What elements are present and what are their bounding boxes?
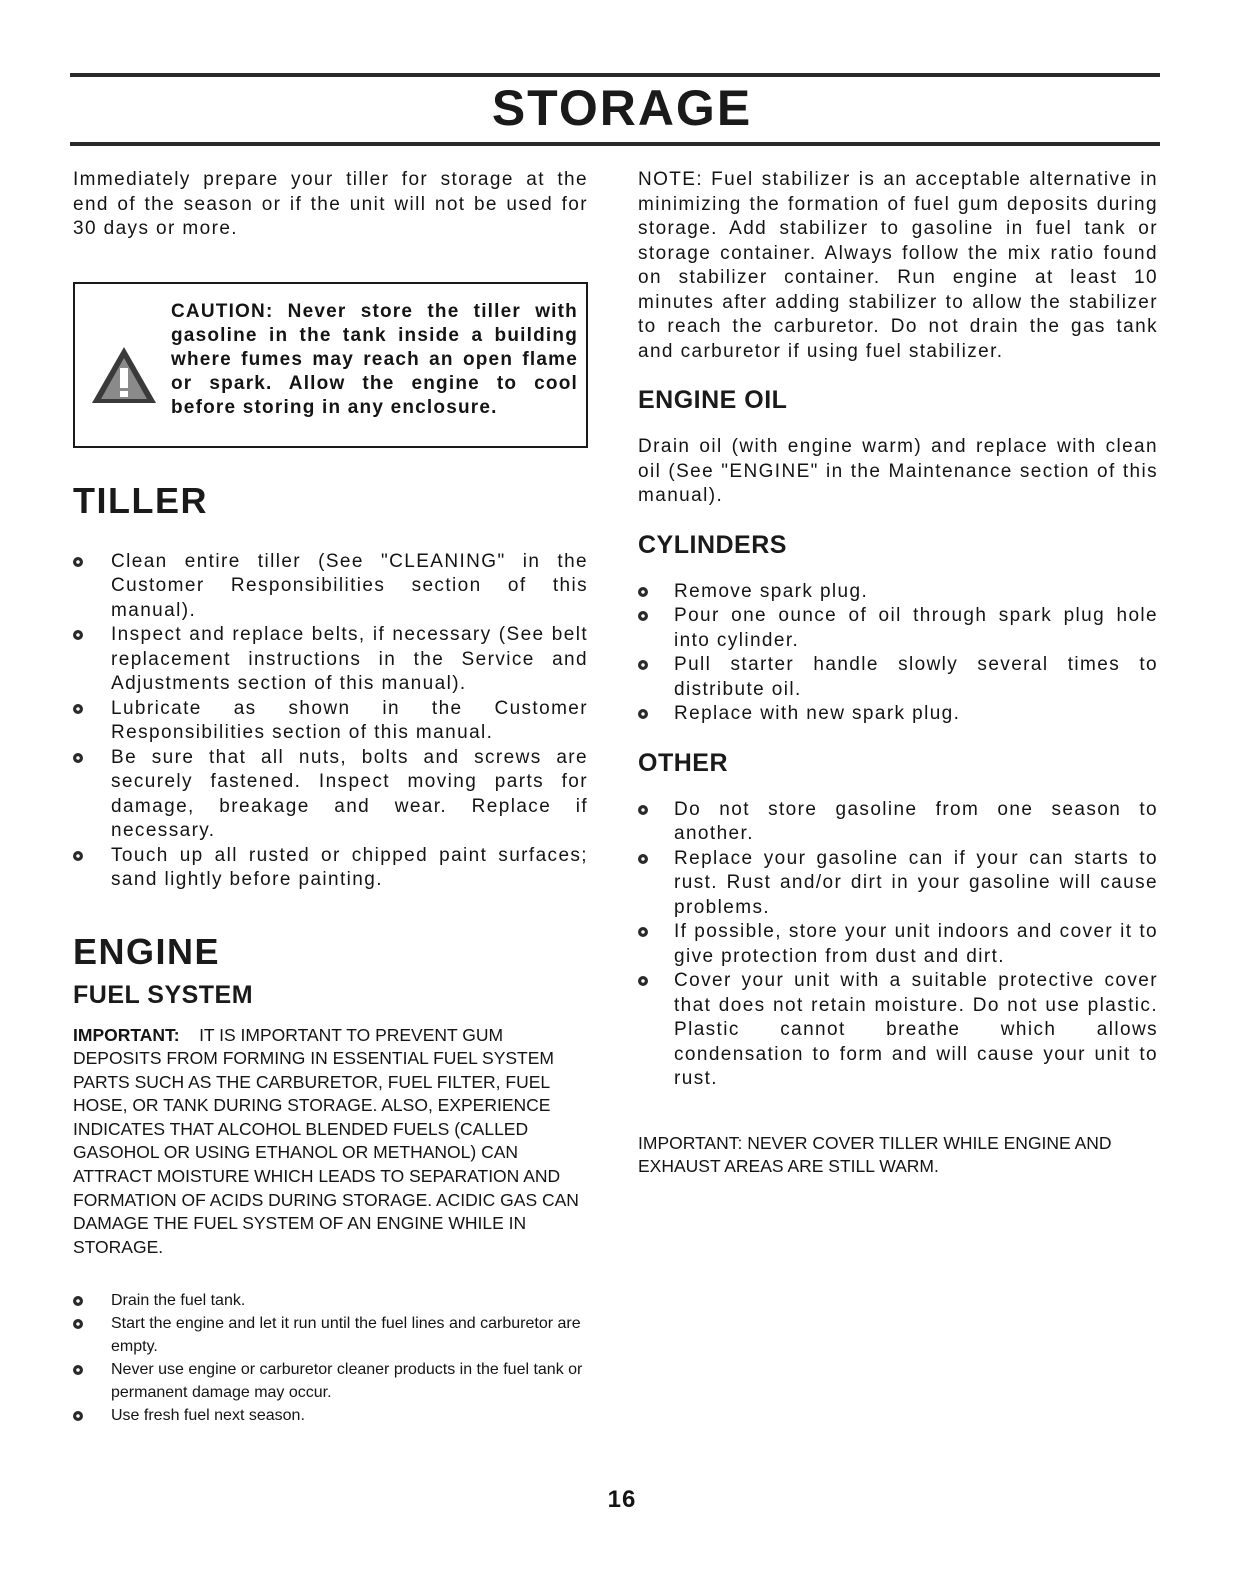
other-list [638,798,1158,1092]
bullet-icon [638,587,648,597]
important-text: IT IS IMPORTANT TO PREVENT GUM DEPOSITS FROM FORMING IN ESSENTIAL FUEL SYSTEM PARTS SUCH AS THE CARBURETOR, FUEL FILTER, FUEL HOSE, OR TANK DURING STORAGE. ALSO, EXPERIENCE INDICATES THAT ALCOHOL BLENDED FUELS (CALLED GASOHOL OR USING ETHANOL OR METHANOL) CAN ATTRACT MOISTURE WHICH LEADS TO SEPARATION AND FORMATION OF ACIDS DURING STORAGE. ACIDIC GAS CAN DAMAGE THE FUEL SYSTEM OF AN ENGINE WHILE IN STORAGE. [73,1024,579,1257]
left-column [73,168,588,1427]
bullet-icon [73,557,83,567]
engine-heading: ENGINE [73,930,221,972]
tiller-list [73,550,588,893]
list-item: Lubricate as shown in the Customer Responsibilities section of this manual. [73,697,588,746]
bullet-icon [73,753,83,763]
bullet-icon [638,805,648,815]
cylinders-list [638,580,1158,727]
bullet-icon [638,854,648,864]
bullet-icon [638,927,648,937]
caution-text: CAUTION: Never store the tiller with gasoline in the tank inside a building where fumes may reach an open flame or spark. Allow the engine to cool before storing in any enclosure. [171,300,578,418]
right-column [638,168,1158,1179]
page-number: 16 [607,1486,637,1513]
list-item: Replace with new spark plug. [638,702,1158,727]
list-item: Pull starter handle slowly several times to distribute oil. [638,653,1158,702]
bullet-icon [638,709,648,719]
intro-paragraph: Immediately prepare your tiller for storage at the end of the season or if the unit will not be used for 30 days or more. [73,169,588,239]
bullet-icon [73,851,83,861]
page-title: STORAGE [491,80,753,136]
list-item: Clean entire tiller (See "CLEANING" in the Customer Responsibilities section of this manual). [73,550,588,624]
tiller-heading: TILLER [73,479,208,521]
other-heading: OTHER [638,748,728,777]
bullet-icon [73,704,83,714]
list-item: Start the engine and let it run until the fuel lines and carburetor are empty. [73,1312,588,1358]
fuel-important-paragraph [73,1024,588,1260]
list-item: Pour one ounce of oil through spark plug hole into cylinder. [638,604,1158,653]
note-paragraph: NOTE: Fuel stabilizer is an acceptable alternative in minimizing the formation of fuel gum deposits during storage. Add stabilizer to gasoline in fuel tank or storage container. Always follow the mix ratio found on stabilizer container. Run engine at least 10 minutes after adding stabilizer to allow the stabilizer to reach the carburetor. Do not drain the gas tank and carburetor if using fuel stabilizer. [638,169,1158,362]
bullet-icon [638,976,648,986]
engine-oil-paragraph: Drain oil (with engine warm) and replace with clean oil (See "ENGINE" in the Maintenance section of this manual). [638,436,1158,506]
list-item: Never use engine or carburetor cleaner products in the fuel tank or permanent damage may occur. [73,1358,588,1404]
list-item: Be sure that all nuts, bolts and screws are securely fastened. Inspect moving parts for damage, breakage and wear. Replace if necessary. [73,746,588,844]
fuel-system-list [73,1289,588,1427]
list-item: Remove spark plug. [638,580,1158,605]
fuel-system-heading: FUEL SYSTEM [73,980,254,1009]
list-item: Do not store gasoline from one season to another. [638,798,1158,847]
bullet-icon [73,630,83,640]
bullet-icon [73,1365,83,1375]
bottom-rule [70,142,1160,146]
bullet-icon [73,1411,83,1421]
bullet-icon [73,1319,83,1329]
list-item: Replace your gasoline can if your can starts to rust. Rust and/or dirt in your gasoline will cause problems. [638,847,1158,921]
list-item: If possible, store your unit indoors and cover it to give protection from dust and dirt. [638,920,1158,969]
engine-oil-heading: ENGINE OIL [638,386,788,414]
caution-box [73,282,588,448]
list-item: Touch up all rusted or chipped paint surfaces; sand lightly before painting. [73,844,588,893]
bullet-icon [638,611,648,621]
warning-triangle-icon [89,344,159,406]
bullet-icon [638,660,648,670]
list-item: Cover your unit with a suitable protective cover that does not retain moisture. Do not use plastic. Plastic cannot breathe which allows condensation to form and will cause your unit to rust. [638,969,1158,1092]
other-important-paragraph: IMPORTANT: NEVER COVER TILLER WHILE ENGINE AND EXHAUST AREAS ARE STILL WARM. [638,1132,1112,1177]
important-label: IMPORTANT: [73,1024,180,1045]
list-item: Use fresh fuel next season. [73,1404,588,1427]
bullet-icon [73,1296,83,1306]
cylinders-heading: CYLINDERS [638,530,787,559]
list-item: Drain the fuel tank. [73,1289,588,1312]
list-item: Inspect and replace belts, if necessary (See belt replacement instructions in the Service and Adjustments section of this manual). [73,623,588,697]
